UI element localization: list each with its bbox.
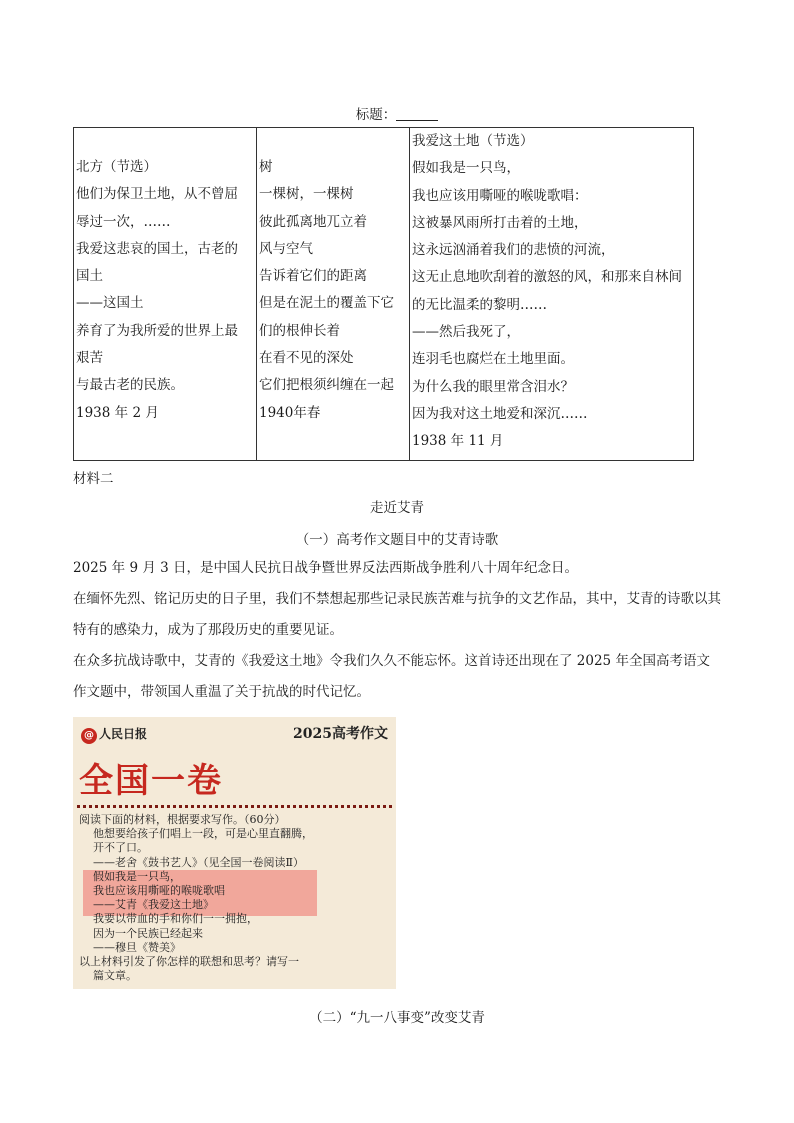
figure-line: 他想要给孩子们唱上一段，可是心里直翻腾， bbox=[93, 827, 313, 841]
title-blank bbox=[396, 107, 438, 121]
figure-line: 我也应该用嘶哑的喉咙歌唱 bbox=[93, 884, 225, 898]
at-logo-icon: @ bbox=[81, 728, 97, 744]
poem-line: 与最古老的民族。 bbox=[76, 377, 184, 394]
poem-line: 因为我对这土地爱和深沉…… bbox=[412, 405, 588, 422]
figure-line: 篇文章。 bbox=[93, 969, 137, 983]
poem-table bbox=[73, 127, 694, 461]
poem-line: 这无止息地吹刮着的激怒的风，和那来自林间 bbox=[412, 269, 682, 286]
figure-line: ——穆旦《赞美》 bbox=[93, 940, 181, 954]
figure-line: ——老舍《鼓书艺人》（见全国一卷阅读Ⅱ） bbox=[93, 855, 304, 869]
poem-line: 艰苦 bbox=[76, 350, 103, 367]
poem-line: 风与空气 bbox=[259, 240, 313, 257]
figure-line: 因为一个民族已经起来 bbox=[93, 926, 203, 940]
poem-line: 连羽毛也腐烂在土地里面。 bbox=[412, 351, 574, 368]
poem-line: 我也应该用嘶哑的喉咙歌唱： bbox=[412, 187, 588, 204]
poem-line: 国土 bbox=[76, 268, 103, 285]
section-title: 走近艾青 bbox=[370, 500, 424, 516]
paragraph-2: 在缅怀先烈、铭记历史的日子里，我们不禁想起那些记录民族苦难与抗争的文艺作品，其中，艾青的诗歌以其特有的感染力，成为了那段历史的重要见证。 bbox=[73, 591, 721, 638]
poem-line: ——然后我死了， bbox=[412, 324, 520, 341]
poem-line: 在看不见的深处 bbox=[259, 350, 354, 367]
poem-line: 他们为保卫土地，从不曾屈 bbox=[76, 186, 238, 203]
poem-line: 的无比温柔的黎明…… bbox=[412, 296, 547, 313]
dotted-divider bbox=[77, 805, 392, 808]
material-label: 材料二 bbox=[73, 471, 114, 487]
poem-line: 我爱这悲哀的国土，古老的 bbox=[76, 240, 238, 257]
poem-line: 一棵树，一棵树 bbox=[259, 186, 354, 203]
poem-line: 1940年春 bbox=[259, 404, 321, 421]
title-label: 标题： bbox=[355, 107, 397, 123]
poem-line: 彼此孤离地兀立着 bbox=[259, 213, 367, 230]
paragraph-3: 在众多抗战诗歌中，艾青的《我爱这土地》令我们久久不能忘怀。这首诗还出现在了 2025 年全国高考语文作文题中，带领国人重温了关于抗战的时代记忆。 bbox=[73, 653, 710, 700]
poem-column-tree bbox=[257, 128, 410, 461]
exam-topic-image bbox=[73, 717, 396, 989]
poem-line: 北方（节选） bbox=[76, 159, 157, 175]
poem-line: 这被暴风雨所打击着的土地， bbox=[412, 214, 588, 231]
newspaper-logo: @ 人民日报 bbox=[81, 725, 147, 744]
subtitle-1: （一）高考作文题目中的艾青诗歌 bbox=[295, 532, 499, 548]
poem-line: 但是在泥土的覆盖下它 bbox=[259, 295, 394, 312]
poem-column-north bbox=[74, 128, 257, 461]
poem-line: 告诉着它们的距离 bbox=[259, 268, 367, 285]
figure-line: ——艾青《我爱这土地》 bbox=[93, 898, 214, 912]
figure-line: 开不了口。 bbox=[93, 841, 148, 855]
figure-line: 以上材料引发了你怎样的联想和思考？请写一 bbox=[79, 955, 299, 969]
poem-line: 这永远汹涌着我们的悲愤的河流， bbox=[412, 242, 615, 259]
poem-line: 1938 年 11 月 bbox=[412, 433, 504, 450]
paragraph-1: 2025 年 9 月 3 日，是中国人民抗日战争暨世界反法西斯战争胜利八十周年纪念日。 bbox=[73, 560, 578, 576]
poem-line: 为什么我的眼里常含泪水？ bbox=[412, 378, 574, 395]
poem-line: 我爱这土地（节选） bbox=[412, 133, 534, 149]
figure-line: 假如我是一只鸟， bbox=[93, 869, 181, 883]
poem-line: 树 bbox=[259, 159, 273, 175]
figure-line: 我要以带血的手和你们一一拥抱， bbox=[93, 912, 258, 926]
poem-column-land bbox=[410, 128, 694, 461]
poem-line: 1938 年 2 月 bbox=[76, 404, 159, 421]
title-line bbox=[0, 103, 794, 123]
subtitle-2: （二）“九一八事变”改变艾青 bbox=[309, 1010, 485, 1026]
poem-line: 辱过一次，…… bbox=[76, 213, 171, 230]
figure-header: 2025高考作文 bbox=[293, 726, 388, 742]
poem-line: 假如我是一只鸟， bbox=[412, 160, 520, 177]
poem-line: 它们把根须纠缠在一起 bbox=[259, 377, 394, 394]
poem-line: 们的根伸长着 bbox=[259, 322, 340, 339]
poem-line: ——这国土 bbox=[76, 295, 144, 312]
poem-line: 养育了为我所爱的世界上最 bbox=[76, 322, 238, 339]
figure-line: 阅读下面的材料，根据要求写作。（60分） bbox=[79, 813, 286, 826]
figure-title: 全国一卷 bbox=[79, 761, 223, 801]
figure-text bbox=[79, 813, 313, 983]
